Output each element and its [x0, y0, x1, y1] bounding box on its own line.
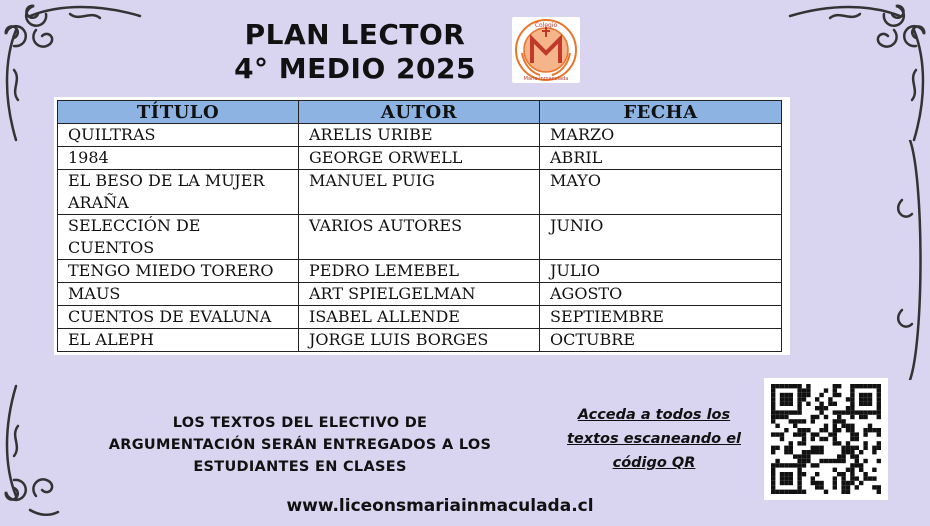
table-row	[58, 124, 782, 147]
table-row	[58, 260, 782, 283]
school-crest-logo	[512, 17, 580, 83]
column-header-date: FECHA	[540, 101, 782, 124]
table-row	[58, 306, 782, 329]
cell-author: GEORGE ORWELL	[299, 147, 540, 170]
title-line-2: 4° MEDIO 2025	[234, 52, 476, 85]
website-link[interactable]: www.liceonsmariainmaculada.cl	[286, 496, 594, 516]
cell-author: ART SPIELGELMAN	[299, 283, 540, 306]
cell-title: EL BESO DE LA MUJER ARAÑA	[58, 170, 299, 215]
logo-text-top: Colegio	[534, 22, 558, 29]
cell-author: JORGE LUIS BORGES	[299, 329, 540, 352]
page-title	[200, 18, 510, 86]
table-row	[58, 170, 782, 215]
corner-ornament-top-right-icon	[780, 0, 930, 150]
cell-author: PEDRO LEMEBEL	[299, 260, 540, 283]
cell-month: JUNIO	[540, 215, 782, 260]
cell-title: MAUS	[58, 283, 299, 306]
table-row	[58, 215, 782, 260]
cell-month: MAYO	[540, 170, 782, 215]
reading-list-table-container	[54, 97, 790, 355]
qr-caption-line-1: Acceda a todos los	[577, 407, 731, 423]
logo-text-bottom: Maria Inmaculada	[523, 76, 569, 82]
qr-code-icon[interactable]	[764, 378, 888, 500]
cell-month: OCTUBRE	[540, 329, 782, 352]
title-line-1: PLAN LECTOR	[244, 18, 466, 51]
elective-note	[60, 412, 540, 478]
cell-month: SEPTIEMBRE	[540, 306, 782, 329]
cell-title: TENGO MIEDO TORERO	[58, 260, 299, 283]
cell-month: MARZO	[540, 124, 782, 147]
column-header-title: TÍTULO	[58, 101, 299, 124]
qr-caption-line-3: código QR	[612, 455, 696, 471]
cell-title: QUILTRAS	[58, 124, 299, 147]
cell-title: SELECCIÓN DE CUENTOS	[58, 215, 299, 260]
cell-month: JULIO	[540, 260, 782, 283]
side-ornament-right-icon	[880, 140, 930, 380]
table-row	[58, 147, 782, 170]
note-line-1: LOS TEXTOS DEL ELECTIVO DE	[172, 415, 428, 431]
note-line-2: ARGUMENTACIÓN SERÁN ENTREGADOS A LOS	[108, 437, 492, 453]
table-row	[58, 283, 782, 306]
cell-month: ABRIL	[540, 147, 782, 170]
cell-author: MANUEL PUIG	[299, 170, 540, 215]
cell-title: 1984	[58, 147, 299, 170]
reading-list-table	[57, 100, 782, 352]
table-row	[58, 329, 782, 352]
column-header-author: AUTOR	[299, 101, 540, 124]
note-line-3: ESTUDIANTES EN CLASES	[193, 459, 407, 475]
cell-author: ISABEL ALLENDE	[299, 306, 540, 329]
cell-month: AGOSTO	[540, 283, 782, 306]
qr-caption[interactable]	[556, 403, 752, 475]
cell-title: EL ALEPH	[58, 329, 299, 352]
cell-title: CUENTOS DE EVALUNA	[58, 306, 299, 329]
table-header-row	[58, 101, 782, 124]
qr-caption-line-2: textos escaneando el	[567, 431, 741, 447]
cell-author: VARIOS AUTORES	[299, 215, 540, 260]
cell-author: ARELIS URIBE	[299, 124, 540, 147]
